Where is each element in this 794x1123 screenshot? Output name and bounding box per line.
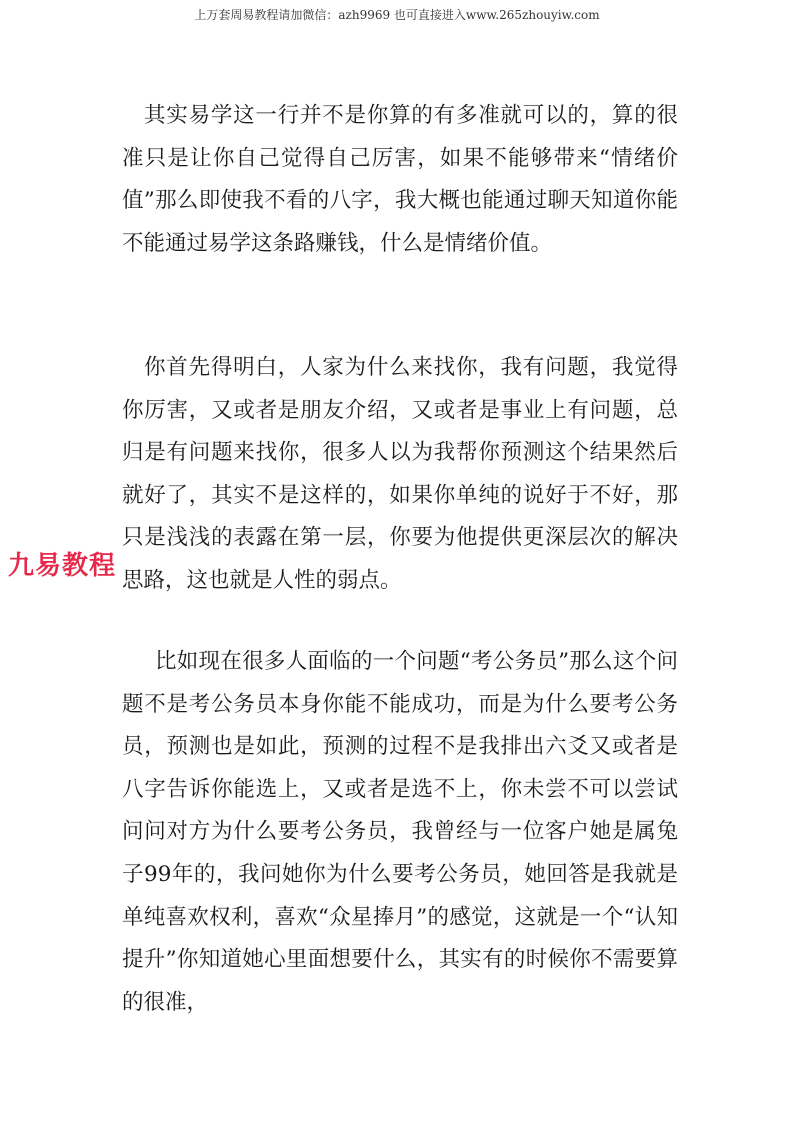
paragraph-2: 你首先得明白，人家为什么来找你，我有问题，我觉得你厉害，又或者是朋友介绍，又或者是事业上有问题，总归是有问题来找你，很多人以为我帮你预测这个结果然后就好了，其实不是这样的，如果你单纯的说好于不好，那只是浅浅的表露在第一层，你要为他提供更深层次的解决思路，这也就是人性的弱点。	[122, 355, 678, 593]
paragraph-3: 比如现在很多人面临的一个问题“考公务员”那么这个问题不是考公务员本身你能不能成功，而是为什么要考公务员，预测也是如此，预测的过程不是我排出六爻又或者是八字告诉你能选上，又或者是选不上，你未尝不可以尝试问问对方为什么要考公务员，我曾经与一位客户她是属兔子99年的，我问她你为什么要考公务员，她回答是我就是单纯喜欢权利，喜欢“众星捧月”的感觉，这就是一个“认知提升”你知道她心里面想要什么，其实有的时候你不需要算的很准，	[122, 649, 678, 1015]
paragraph-1: 其实易学这一行并不是你算的有多准就可以的，算的很准只是让你自己觉得自己厉害，如果不能够带来“情绪价值”那么即使我不看的八字，我大概也能通过聊天知道你能不能通过易学这条路赚钱，什么是情绪价值。	[122, 103, 678, 256]
watermark-logo: 九易教程	[8, 551, 117, 581]
page-header: 上万套周易教程请加微信：azh9969 也可直接进入www.265zhouyiw.com	[194, 8, 600, 22]
